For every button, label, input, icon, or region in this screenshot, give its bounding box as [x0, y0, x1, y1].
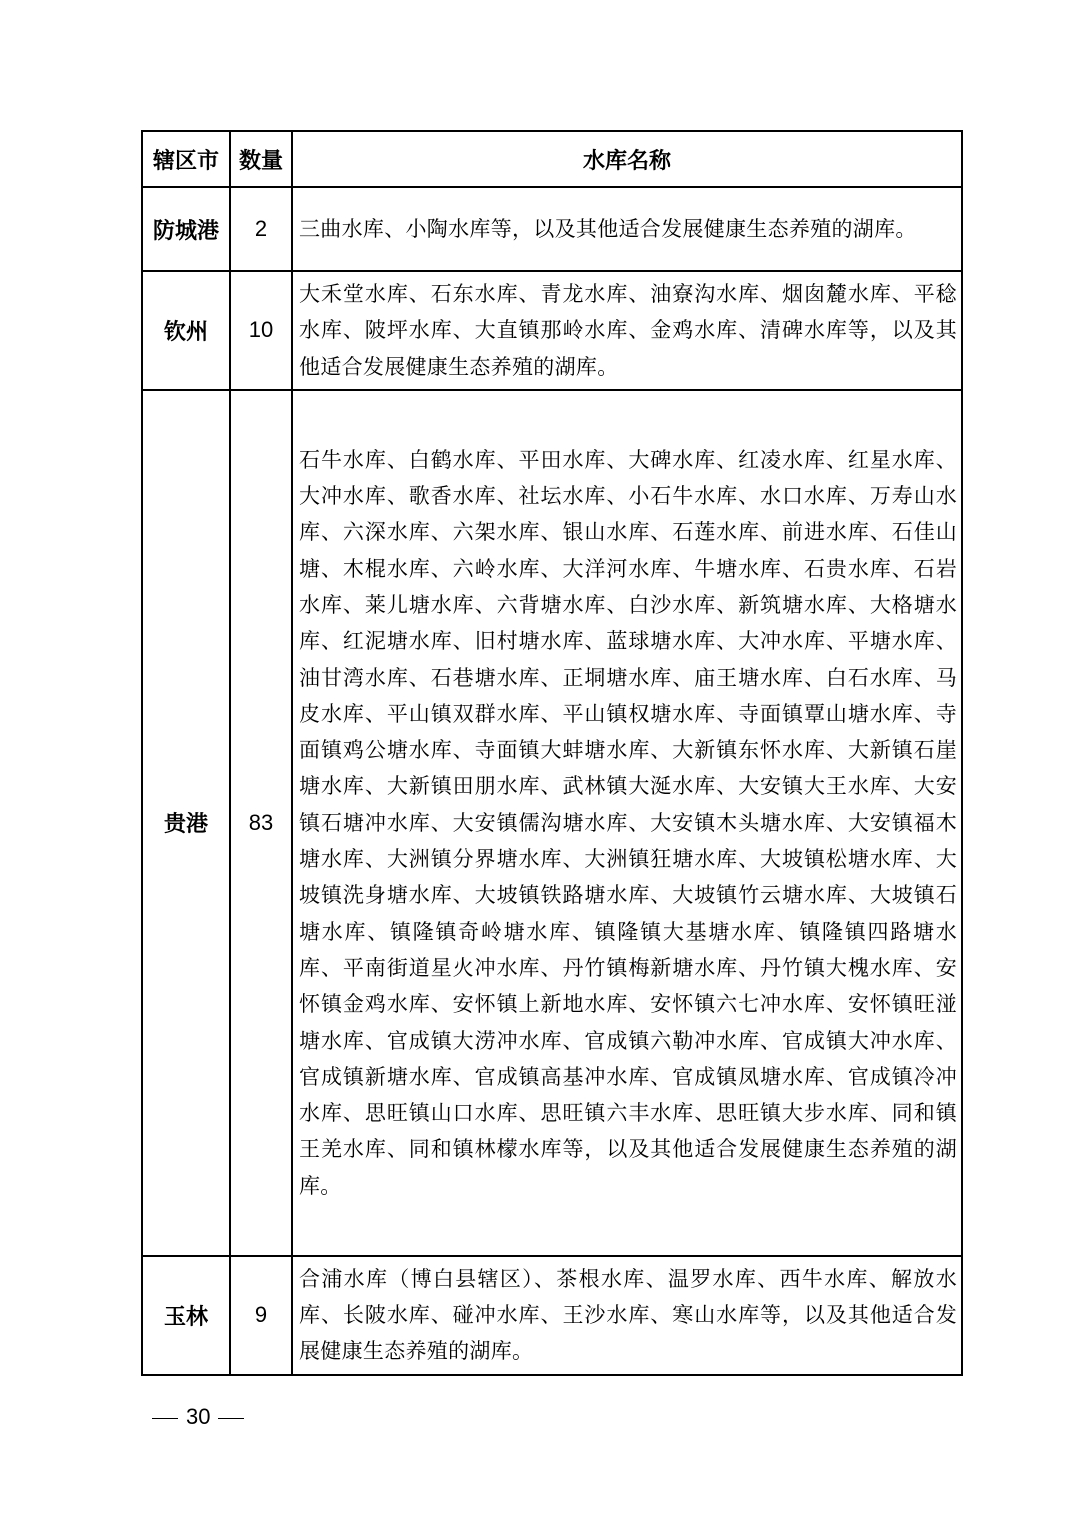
table-row	[142, 1256, 962, 1375]
page-number: 30	[186, 1404, 211, 1429]
table-row	[142, 390, 962, 1256]
row-city: 钦州	[142, 271, 230, 390]
footer-dash-left	[152, 1418, 178, 1419]
table-row	[142, 271, 962, 390]
row-count: 9	[230, 1256, 292, 1375]
row-names: 合浦水库（博白县辖区）、茶根水库、温罗水库、西牛水库、解放水库、长陂水库、碰冲水库、王沙水库、寒山水库等，以及其他适合发展健康生态养殖的湖库。	[292, 1256, 962, 1375]
row-names: 大禾堂水库、石东水库、青龙水库、油寮沟水库、烟囱麓水库、平稔水库、陂坪水库、大直镇那岭水库、金鸡水库、清碑水库等，以及其他适合发展健康生态养殖的湖库。	[292, 271, 962, 390]
row-count: 10	[230, 271, 292, 390]
row-city: 防城港	[142, 187, 230, 271]
row-count: 83	[230, 390, 292, 1256]
reservoir-table	[141, 130, 963, 1376]
table-header-row	[142, 131, 962, 187]
header-names: 水库名称	[292, 131, 962, 187]
footer-dash-right	[218, 1418, 244, 1419]
page-footer	[144, 1404, 252, 1430]
row-city: 贵港	[142, 390, 230, 1256]
row-city: 玉林	[142, 1256, 230, 1375]
row-names: 三曲水库、小陶水库等，以及其他适合发展健康生态养殖的湖库。	[292, 187, 962, 271]
table-row	[142, 187, 962, 271]
header-count: 数量	[230, 131, 292, 187]
row-names: 石牛水库、白鹤水库、平田水库、大碑水库、红凌水库、红星水库、大冲水库、歌香水库、社坛水库、小石牛水库、水口水库、万寿山水库、六深水库、六架水库、银山水库、石莲水库、前进水库、石佳山塘、木棍水库、六岭水库、大洋河水库、牛塘水库、石贵水库、石岩水库、莱儿塘水库、六背塘水库、白沙水库、新筑塘水库、大格塘水库、红泥塘水库、旧村塘水库、蓝球塘水库、大冲水库、平塘水库、油甘湾水库、石巷塘水库、正垌塘水库、庙王塘水库、白石水库、马皮水库、平山镇双群水库、平山镇权塘水库、寺面镇覃山塘水库、寺面镇鸡公塘水库、寺面镇大蚌塘水库、大新镇东怀水库、大新镇石崖塘水库、大新镇田朋水库、武林镇大涎水库、大安镇大王水库、大安镇石塘冲水库、大安镇儒沟塘水库、大安镇木头塘水库、大安镇福木塘水库、大洲镇分界塘水库、大洲镇狂塘水库、大坡镇松塘水库、大坡镇洗身塘水库、大坡镇铁路塘水库、大坡镇竹云塘水库、大坡镇石塘水库、镇隆镇奇岭塘水库、镇隆镇大基塘水库、镇隆镇四路塘水库、平南街道星火冲水库、丹竹镇梅新塘水库、丹竹镇大槐水库、安怀镇金鸡水库、安怀镇上新地水库、安怀镇六七冲水库、安怀镇旺湴塘水库、官成镇大涝冲水库、官成镇六勒冲水库、官成镇大冲水库、官成镇新塘水库、官成镇高基冲水库、官成镇凤塘水库、官成镇冷冲水库、思旺镇山口水库、思旺镇六丰水库、思旺镇大步水库、同和镇王羌水库、同和镇林檬水库等，以及其他适合发展健康生态养殖的湖库。	[292, 390, 962, 1256]
header-city: 辖区市	[142, 131, 230, 187]
row-count: 2	[230, 187, 292, 271]
